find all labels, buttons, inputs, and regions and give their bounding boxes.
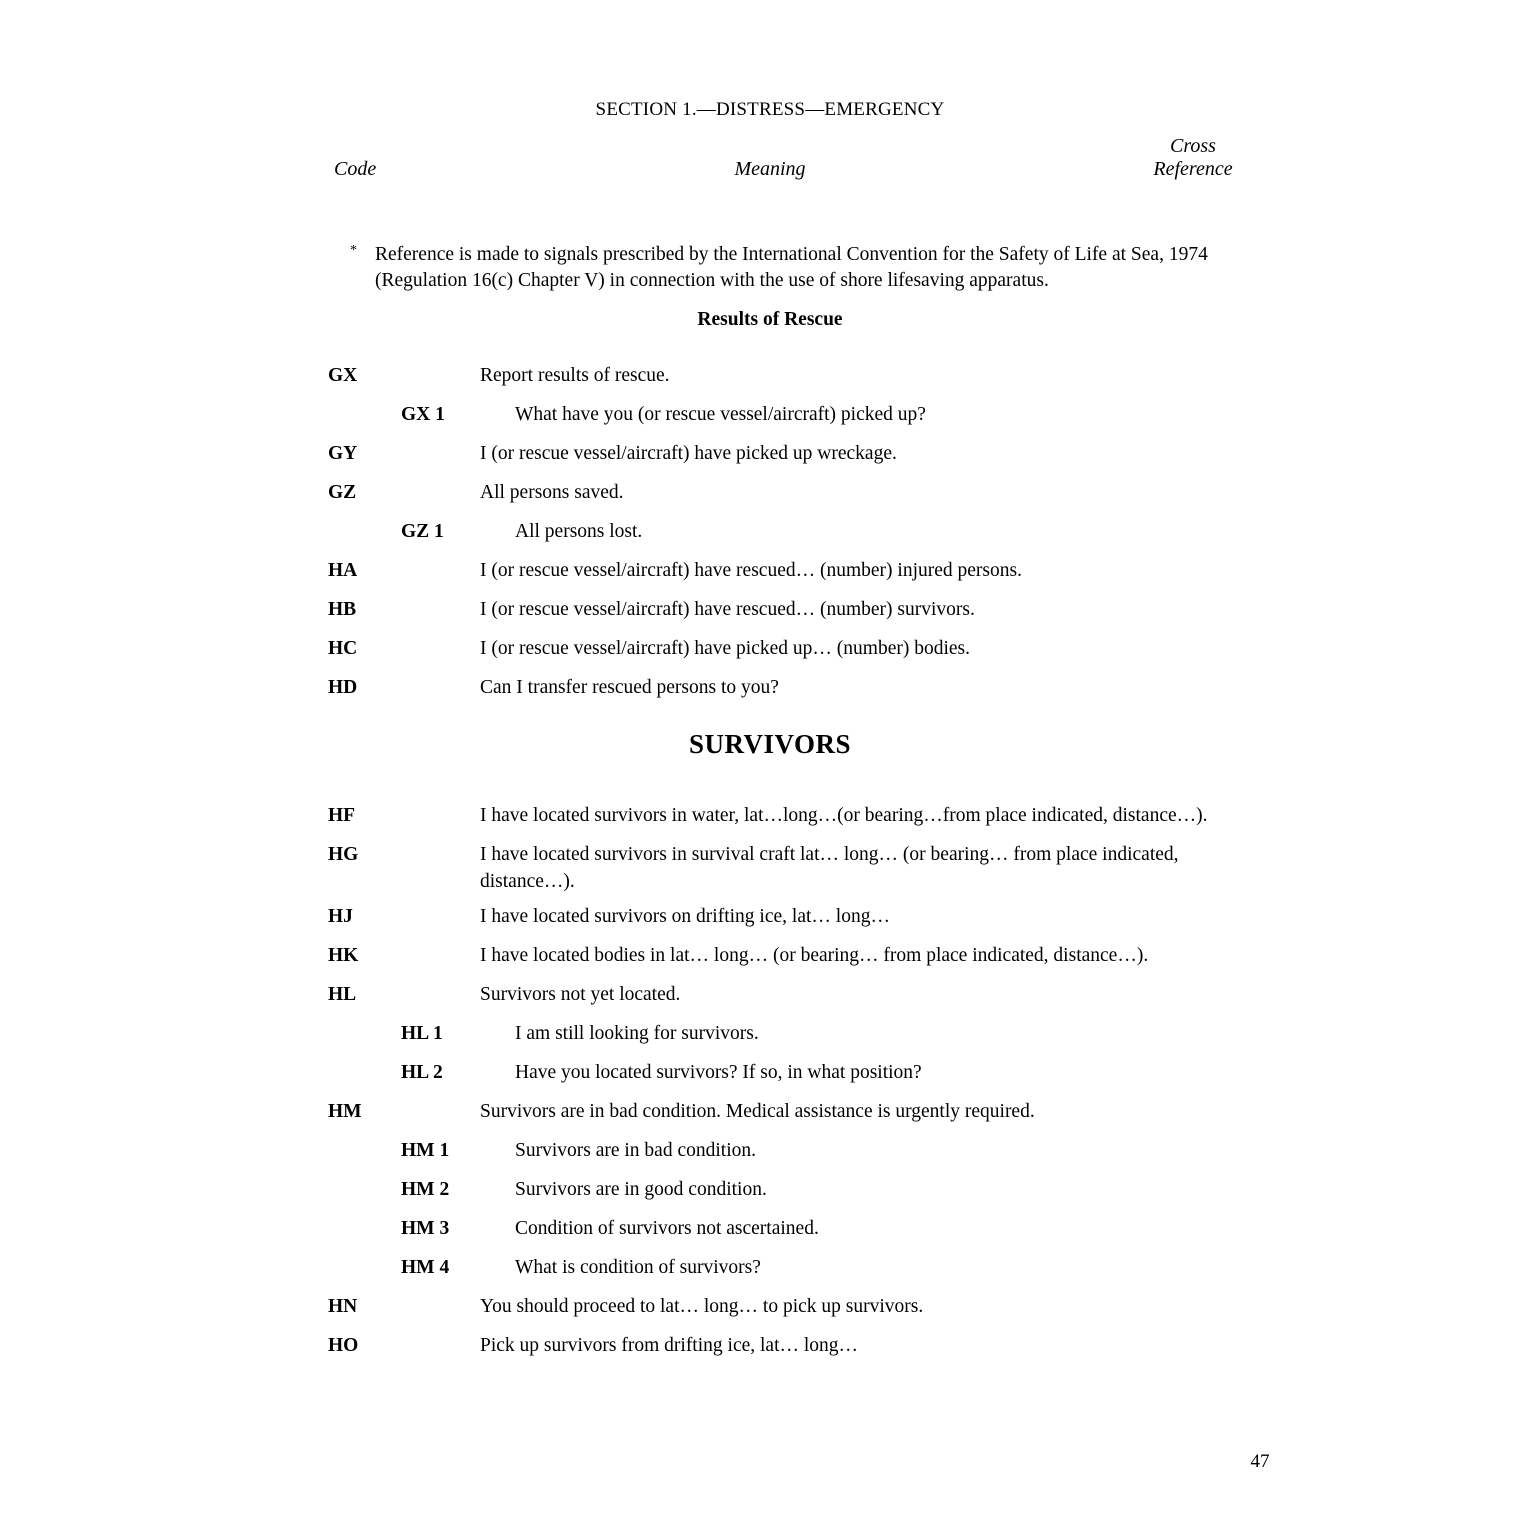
heading-results-of-rescue: Results of Rescue	[697, 309, 843, 330]
entry-meaning: I (or rescue vessel/aircraft) have picked up wreckage.	[480, 443, 897, 464]
entry-code: HD	[328, 677, 358, 698]
page-number: 47	[1250, 1451, 1270, 1472]
entry-code: HM	[328, 1101, 362, 1122]
column-header-cross-reference	[1103, 135, 1283, 181]
entry-meaning: Survivors are in good condition.	[515, 1179, 767, 1200]
entry-code: HC	[328, 638, 358, 659]
entry-meaning: You should proceed to lat… long… to pick up survivors.	[480, 1296, 924, 1317]
entry-meaning: Pick up survivors from drifting ice, lat… long…	[480, 1335, 859, 1356]
entry-meaning: I have located bodies in lat… long… (or bearing… from place indicated, distance…).	[480, 945, 1149, 966]
entry-code: HF	[328, 805, 356, 826]
entry-meaning: Have you located survivors? If so, in what position?	[515, 1062, 922, 1083]
column-header-code: Code	[334, 158, 377, 180]
section-title: SECTION 1.—DISTRESS—EMERGENCY	[595, 99, 945, 120]
entry-code: HO	[328, 1335, 359, 1356]
entry-meaning: Survivors are in bad condition. Medical assistance is urgently required.	[480, 1101, 1035, 1122]
entry-code: HM 1	[401, 1140, 450, 1161]
entry-meaning: I (or rescue vessel/aircraft) have picked up… (number) bodies.	[480, 638, 971, 659]
entry-code: HB	[328, 599, 357, 620]
entry-meaning: Report results of rescue.	[480, 365, 670, 386]
footnote-text: Reference is made to signals prescribed by the International Convention for the Safety of Life at Sea, 1974 (Regulation 16(c) Chapter V) in connection with the use of shore lifesaving apparatus.	[375, 244, 1208, 291]
entry-meaning: Can I transfer rescued persons to you?	[480, 677, 779, 698]
entry-code: GZ	[328, 482, 357, 503]
entry-meaning: I am still looking for survivors.	[515, 1023, 759, 1044]
entry-code: HA	[328, 560, 358, 581]
entry-meaning: I have located survivors in water, lat…long…(or bearing…from place indicated, distance…).	[480, 805, 1208, 826]
entry-code: HL 1	[401, 1023, 443, 1044]
entry-code: HJ	[328, 906, 353, 927]
entry-meaning: Survivors not yet located.	[480, 984, 681, 1005]
column-header-cross-reference-line2: Reference	[1153, 158, 1233, 180]
entry-meaning: All persons saved.	[480, 482, 624, 503]
entry-code: HL	[328, 984, 357, 1005]
entry-meaning: All persons lost.	[515, 521, 643, 542]
entry-meaning: Condition of survivors not ascertained.	[515, 1218, 819, 1239]
entry-code: HG	[328, 844, 359, 865]
entry-meaning: I have located survivors on drifting ice, lat… long…	[480, 906, 890, 927]
entry-meaning: I have located survivors in survival craft lat… long… (or bearing… from place indicated, distance…).	[480, 844, 1179, 892]
entry-code: HM 2	[401, 1179, 450, 1200]
entry-meaning: Survivors are in bad condition.	[515, 1140, 756, 1161]
entry-code: HN	[328, 1296, 358, 1317]
entry-meaning: What is condition of survivors?	[515, 1257, 761, 1278]
entry-code: HL 2	[401, 1062, 443, 1083]
column-header-meaning: Meaning	[734, 158, 806, 180]
footnote-marker: *	[350, 243, 357, 258]
entry-meaning: I (or rescue vessel/aircraft) have rescued… (number) survivors.	[480, 599, 975, 620]
heading-survivors: SURVIVORS	[688, 729, 852, 759]
entry-meaning: What have you (or rescue vessel/aircraft) picked up?	[515, 404, 926, 425]
entry-code: GX	[328, 365, 358, 386]
entry-code: GX 1	[401, 404, 445, 425]
entry-code: HM 3	[401, 1218, 450, 1239]
column-header-cross-reference-line1: Cross	[1170, 135, 1216, 157]
entry-code: HK	[328, 945, 359, 966]
entry-code: GY	[328, 443, 358, 464]
entry-code: GZ 1	[401, 521, 444, 542]
entry-meaning: I (or rescue vessel/aircraft) have rescued… (number) injured persons.	[480, 560, 1022, 581]
entry-code: HM 4	[401, 1257, 450, 1278]
footnote	[350, 242, 1265, 294]
